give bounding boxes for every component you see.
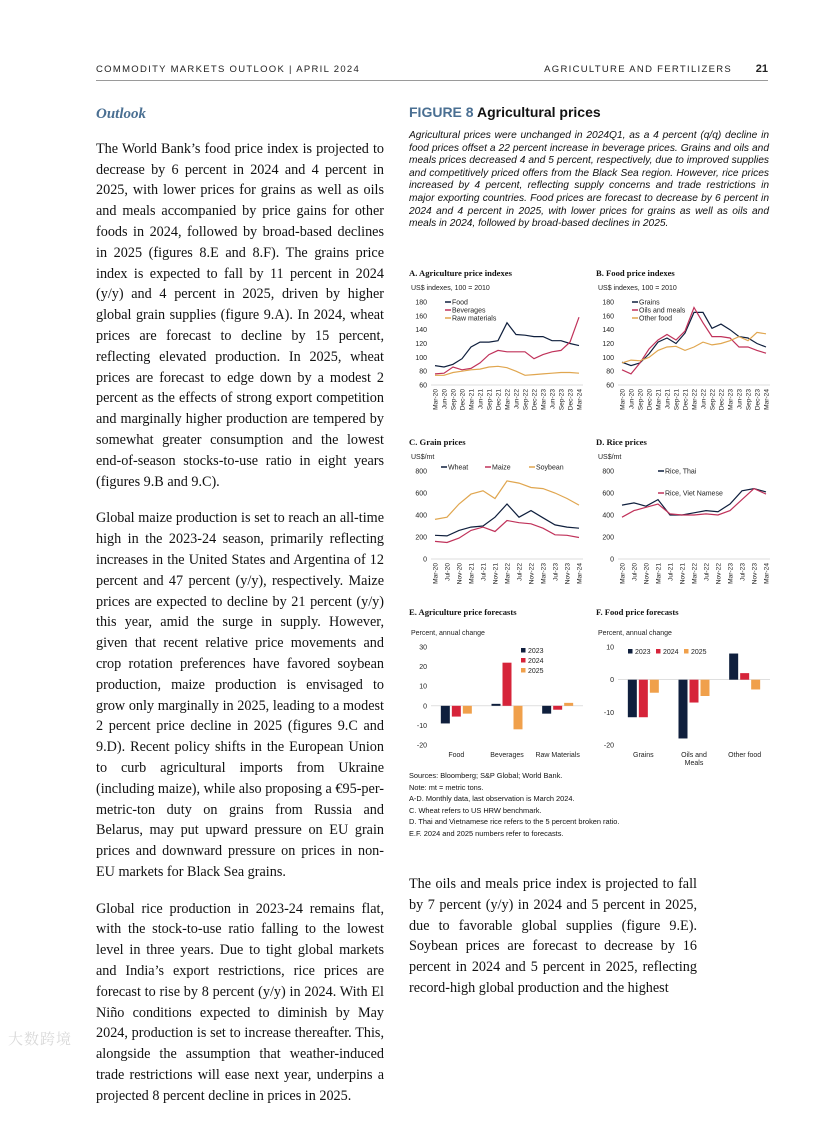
chart-title: F. Food price forecasts: [596, 607, 679, 617]
legend-item: 2023: [635, 649, 651, 656]
legend-item: 2024: [528, 658, 544, 665]
y-tick: 120: [602, 341, 614, 348]
bar: [679, 680, 688, 739]
note-line: D. Thai and Vietnamese rice refers to the 5 percent broken ratio.: [409, 817, 620, 827]
y-axis-label: US$/mt: [598, 454, 622, 461]
bar: [564, 703, 573, 706]
y-tick: 0: [423, 703, 427, 711]
chart-title: A. Agriculture price indexes: [409, 268, 512, 278]
legend-item: Wheat: [448, 464, 469, 472]
y-tick: 10: [419, 683, 427, 691]
x-category: Raw Materials: [535, 752, 580, 759]
x-tick: Jun-20: [441, 389, 449, 410]
x-tick: Mar-23: [727, 389, 735, 410]
legend-item: Raw materials: [452, 315, 497, 323]
bar: [701, 680, 710, 696]
x-tick: Dec-23: [754, 389, 762, 411]
x-tick: Mar-24: [576, 563, 584, 584]
x-tick: Jul-23: [739, 563, 747, 581]
x-tick: Jun-22: [513, 389, 521, 410]
x-tick: Mar-20: [432, 563, 440, 584]
x-category: Oils and: [681, 752, 707, 759]
x-tick: Jul-22: [703, 563, 711, 581]
running-header: [96, 62, 768, 81]
bar: [492, 704, 501, 706]
x-tick: Dec-20: [459, 389, 467, 411]
chart-title: C. Grain prices: [409, 437, 466, 447]
x-tick: Nov-21: [492, 563, 500, 585]
y-tick: 400: [602, 512, 614, 520]
y-tick: 160: [415, 313, 427, 321]
x-tick: Jul-21: [480, 563, 488, 581]
x-category: Grains: [633, 752, 654, 759]
x-tick: Jun-21: [664, 389, 672, 410]
left-column: [96, 104, 384, 1123]
x-tick: Mar-23: [540, 389, 548, 410]
line-chart-d: [596, 447, 776, 597]
x-tick: Mar-21: [655, 563, 663, 584]
figure-sources: [409, 770, 769, 840]
bar: [690, 680, 699, 703]
x-tick: Dec-21: [682, 389, 690, 411]
series-line: [435, 323, 579, 367]
bar: [503, 663, 512, 706]
y-tick: 180: [415, 299, 427, 307]
chart-panel-a: [409, 268, 589, 423]
legend-item: Beverages: [452, 307, 486, 315]
bar: [628, 680, 637, 718]
x-tick: Mar-21: [468, 563, 476, 584]
chart-panel-b: [596, 268, 776, 423]
figure: [409, 104, 769, 231]
y-tick: 10: [606, 644, 614, 652]
chart-panel-e: [409, 607, 589, 767]
x-tick: Sep-21: [673, 389, 681, 411]
x-tick: Nov-23: [564, 563, 572, 585]
x-tick: Mar-22: [691, 563, 699, 584]
figure-title-text: Agricultural prices: [476, 104, 601, 120]
x-tick: Dec-22: [531, 389, 539, 411]
bar: [441, 706, 450, 724]
y-axis-label: US$/mt: [411, 454, 435, 461]
x-tick: Sep-23: [745, 389, 753, 411]
y-tick: 80: [419, 368, 427, 376]
x-tick: Sep-20: [450, 389, 458, 411]
x-tick: Jun-20: [628, 389, 636, 410]
x-tick: Mar-22: [691, 389, 699, 410]
figure-number: FIGURE 8: [409, 104, 474, 120]
x-tick: Dec-22: [718, 389, 726, 411]
section-heading: Outlook: [96, 106, 147, 122]
y-tick: 100: [602, 354, 614, 362]
series-line: [435, 481, 579, 520]
bar: [639, 680, 648, 718]
source-line: Sources: Bloomberg; S&P Global; World Bank.: [409, 771, 563, 780]
watermark-logo: 大数跨境: [8, 1030, 73, 1048]
y-tick: 80: [606, 368, 614, 376]
legend-item: 2023: [528, 648, 544, 655]
x-tick: Sep-22: [522, 389, 530, 411]
chart-panel-d: [596, 437, 776, 597]
x-tick: Mar-24: [576, 389, 584, 410]
x-category: Other food: [728, 752, 762, 759]
x-tick: Mar-20: [619, 563, 627, 584]
x-tick: Mar-20: [432, 389, 440, 410]
section-title: AGRICULTURE AND FERTILIZERS: [544, 64, 732, 75]
x-tick: Dec-21: [495, 389, 503, 411]
legend-item: Rice, Viet Namese: [665, 490, 723, 498]
x-category: Beverages: [490, 752, 524, 759]
bar: [729, 654, 738, 680]
y-tick: 140: [602, 327, 614, 335]
legend-item: 2025: [528, 668, 544, 675]
x-category: Meals: [684, 760, 704, 767]
paragraph: The oils and meals price index is projected to fall by 7 percent (y/y) in 2024 and 5 percent in 2025, due to favorable global supplies (figure 9.E). Soybean prices are forecast to decrease by 16 percent in 2024 and 5 percent in 2025, reflecting record-high global production and the highest: [409, 876, 697, 996]
x-tick: Jun-23: [736, 389, 744, 410]
y-tick: 600: [602, 490, 614, 498]
y-tick: 0: [423, 556, 427, 564]
legend-item: Grains: [639, 299, 660, 307]
y-tick: -10: [416, 722, 427, 730]
note-line: C. Wheat refers to US HRW benchmark.: [409, 805, 542, 815]
y-tick: -20: [416, 742, 427, 750]
x-tick: Nov-20: [643, 563, 651, 585]
legend-item: Soybean: [536, 464, 564, 472]
bar: [740, 673, 749, 680]
x-tick: Jul-20: [631, 563, 639, 581]
y-tick: 800: [602, 468, 614, 476]
bar: [542, 706, 551, 714]
y-tick: 120: [415, 341, 427, 348]
y-tick: 60: [419, 382, 427, 390]
paragraph: Global rice production in 2023-24 remains flat, with the stock-to-use ratio falling to the lowest level in three years. Due to tight global markets and India’s export restrictions, rice prices are forecast to rise by 8 percent (y/y) in 2024. With El Niño conditions expected to diminish by May 2024, production is set to increase thereafter. This, alongside the assumption that weather-induced trade restrictions will ease next year, underpins a projected 8 percent decline in prices in 2025.: [96, 900, 384, 1104]
x-tick: Nov-20: [456, 563, 464, 585]
y-tick: 160: [602, 313, 614, 321]
line-chart-b: [596, 278, 776, 423]
y-tick: 60: [606, 382, 614, 390]
legend-item: 2025: [691, 649, 707, 656]
legend-item: Rice, Thai: [665, 468, 697, 476]
page-number: 21: [755, 63, 768, 75]
y-axis-label: Percent, annual change: [598, 630, 672, 637]
y-tick: 200: [602, 534, 614, 542]
x-tick: Mar-21: [655, 389, 663, 410]
x-tick: Jun-21: [477, 389, 485, 410]
y-tick: 100: [415, 354, 427, 362]
legend-item: 2024: [663, 649, 679, 656]
figure-caption: Agricultural prices were unchanged in 2024Q1, as a 4 percent (q/q) decline in food prices offset a 22 percent increase in beverage prices. Grains and oils and meals prices decreased 4 and 5 percent, respectively, due to improved supplies and competitively priced offers from the Black Sea region. However, rice prices increased by 4 percent, reflecting supply concerns and trade restrictions in major exporting countries. Food prices are forecast to decrease by 6 percent in 2024 and 4 percent in 2025, with lower prices for grains as well as oils and meals in 2024, followed by broad-based declines in 2025.: [409, 130, 769, 230]
chart-title: D. Rice prices: [596, 437, 647, 447]
x-tick: Mar-21: [468, 389, 476, 410]
x-tick: Mar-24: [763, 563, 771, 584]
y-tick: -20: [603, 742, 614, 750]
bar-chart-e: [409, 617, 589, 767]
y-axis-label: US$ indexes, 100 = 2010: [411, 285, 490, 292]
bar-chart-f: [596, 617, 776, 767]
chart-title: B. Food price indexes: [596, 268, 675, 278]
x-tick: Jun-23: [549, 389, 557, 410]
y-tick: 400: [415, 512, 427, 520]
x-tick: Nov-21: [679, 563, 687, 585]
y-tick: 140: [415, 327, 427, 335]
y-tick: 30: [419, 644, 427, 652]
chart-panel-c: [409, 437, 589, 597]
x-tick: Sep-22: [709, 389, 717, 411]
x-tick: Mar-20: [619, 389, 627, 410]
y-tick: 20: [419, 664, 427, 672]
x-tick: Nov-22: [715, 563, 723, 585]
y-tick: 0: [610, 556, 614, 564]
x-tick: Mar-22: [504, 563, 512, 584]
x-tick: Sep-21: [486, 389, 494, 411]
paragraph: The World Bank’s food price index is projected to decrease by 6 percent in 2024 and 4 percent in 2025, with lower prices for grains as well as oils and meals accompanied by price gains for other foods in 2024, followed by broad-based declines in 2025 (figures 8.E and 8.F). The grains price index is expected to fall by 11 percent in 2024 (y/y) and 4 percent in 2025, driven by higher global grain supplies (figure 9.A). In 2024, wheat prices are forecast to decline by 15 percent, reflecting elevated production. In 2025, wheat prices are forecast to edge down by a modest 2 percent as the effects of strong export competition and marginally higher production are tempered by somewhat greater consumption and the lowest end-of-season stocks-to-use ratio in eight years (figures 9.B and 9.C).: [96, 140, 384, 490]
chart-title: E. Agriculture price forecasts: [409, 607, 517, 617]
x-tick: Jul-22: [516, 563, 524, 581]
bar: [751, 680, 760, 690]
x-tick: Mar-23: [727, 563, 735, 584]
x-tick: Nov-22: [528, 563, 536, 585]
note-line: E.F. 2024 and 2025 numbers refer to forecasts.: [409, 828, 564, 838]
legend-item: Other food: [639, 315, 673, 323]
chart-panel-f: [596, 607, 776, 767]
legend-item: Maize: [492, 464, 511, 472]
y-axis-label: Percent, annual change: [411, 630, 485, 637]
figure-title: [409, 104, 769, 120]
bar: [452, 706, 461, 717]
line-chart-a: [409, 278, 589, 423]
x-tick: Mar-23: [540, 563, 548, 584]
y-tick: 180: [602, 299, 614, 307]
note-line: A-D. Monthly data, last observation is March 2024.: [409, 794, 575, 804]
line-chart-c: [409, 447, 589, 597]
x-tick: Mar-24: [763, 389, 771, 410]
x-tick: Jul-23: [552, 563, 560, 581]
y-tick: 600: [415, 490, 427, 498]
y-tick: -10: [603, 709, 614, 717]
y-tick: 800: [415, 468, 427, 476]
paragraph: Global maize production is set to reach an all-time high in the 2023-24 season, primarily reflecting increases in the United States and Argentina of 12 percent and 47 percent (y/y), respectively. Maize prices are expected to decline by 21 percent (y/y) this year, amid the surge in supply. However, given that recent relative price movements and crop rotation preferences have favored soybean production, maize production is envisaged to grow only marginally in 2025, leading to a modest 2 percent price decline in 2025 (figures 9.C and 9.D). Recent policy shifts in the European Union to curb agricultural imports from Ukraine (including maize), while also proposing a €95-per-metric-ton duty on grains from Russia and Belarus, may put upward pressure on EU grain prices and downward pressure on prices in non-EU markets for Black Sea grains.: [96, 510, 384, 880]
y-tick: 0: [610, 677, 614, 685]
series-line: [435, 317, 579, 374]
x-category: Food: [448, 752, 465, 759]
y-tick: 200: [415, 534, 427, 542]
x-tick: Sep-23: [558, 389, 566, 411]
right-column-text: [409, 874, 697, 999]
bar: [514, 706, 523, 730]
x-tick: Jul-21: [667, 563, 675, 581]
x-tick: Jun-22: [700, 389, 708, 410]
x-tick: Sep-20: [637, 389, 645, 411]
bar: [650, 680, 659, 693]
legend-item: Food: [452, 299, 468, 307]
publication-title: COMMODITY MARKETS OUTLOOK | APRIL 2024: [96, 64, 361, 75]
x-tick: Jul-20: [444, 563, 452, 581]
x-tick: Dec-23: [567, 389, 575, 411]
y-axis-label: US$ indexes, 100 = 2010: [598, 285, 677, 292]
x-tick: Mar-22: [504, 389, 512, 410]
x-tick: Dec-20: [646, 389, 654, 411]
bar: [553, 706, 562, 710]
note-line: Note: mt = metric tons.: [409, 782, 484, 792]
legend-item: Oils and meals: [639, 307, 686, 315]
bar: [463, 706, 472, 714]
x-tick: Nov-23: [751, 563, 759, 585]
